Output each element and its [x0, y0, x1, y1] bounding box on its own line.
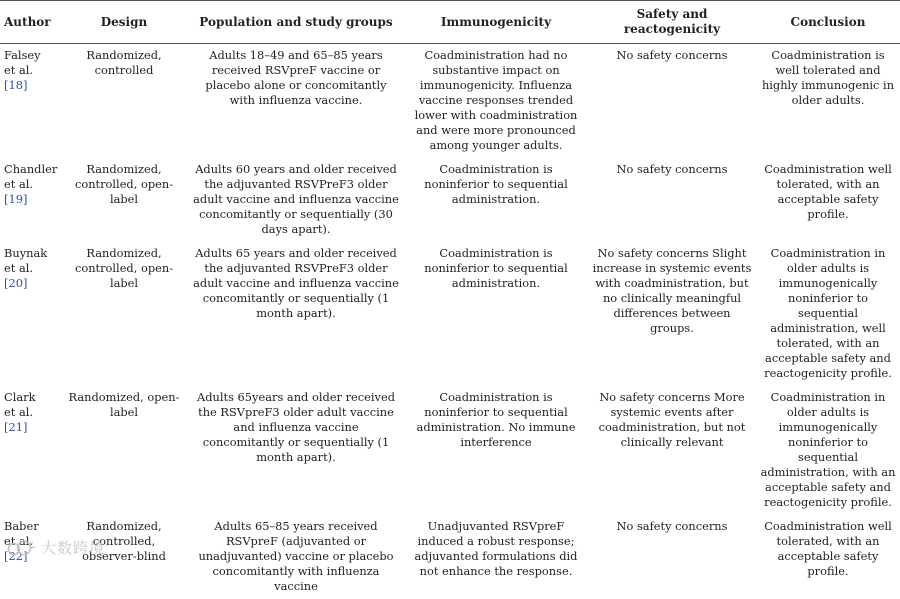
header-author: Author [0, 1, 60, 44]
immunogenicity-cell: Coadministration is noninferior to sequential administration. [424, 162, 568, 206]
reference-link[interactable]: [22] [4, 549, 28, 563]
author-cell [0, 386, 60, 515]
author-name: Buynak [4, 246, 48, 260]
immunogenicity-cell: Unadjuvanted RSVpreF induced a robust response; adjuvanted formulations did not enhance the response. [414, 519, 578, 578]
immunogenicity-cell: Coadministration had no substantive impact on immunogenicity. Influenza vaccine responses trended lower with coadministration and were more pronounced among younger adults. [414, 48, 578, 152]
conclusion-cell: Coadministration well tolerated, with an acceptable safety profile. [764, 519, 892, 578]
author-etal: et al. [4, 405, 33, 419]
safety-cell: No safety concerns More systemic events after coadministration, but not clinically relevant [598, 390, 746, 449]
population-cell: Adults 65–85 years received RSVpreF (adjuvanted or unadjuvanted) vaccine or placebo concomitantly with influenza vaccine [198, 519, 394, 593]
conclusion-cell: Coadministration in older adults is immunogenically noninferior to sequential administration, with an acceptable safety and reactogenicity profile. [760, 390, 896, 509]
immunogenicity-cell: Coadministration is noninferior to sequential administration. [424, 246, 568, 290]
table-row [0, 158, 900, 242]
safety-cell: No safety concerns [616, 48, 728, 62]
reference-link[interactable]: [18] [4, 78, 28, 92]
watermark [6, 537, 105, 558]
conclusion-cell: Coadministration in older adults is immunogenically noninferior to sequential administration, well tolerated, with an acceptable safety and reactogenicity profile. [764, 246, 892, 380]
header-conclusion: Conclusion [756, 1, 900, 44]
table-row [0, 242, 900, 386]
author-name: Chandler [4, 162, 58, 176]
immunogenicity-cell: Coadministration is noninferior to sequential administration. No immune interference [416, 390, 576, 449]
author-cell [0, 44, 60, 159]
author-cell [0, 242, 60, 386]
header-immunogenicity: Immunogenicity [404, 1, 588, 44]
population-cell: Adults 65years and older received the RSVpreF3 older adult vaccine and influenza vaccine concomitantly or sequentially (1 month apart). [197, 390, 395, 464]
cloud-logo-icon [6, 540, 36, 556]
safety-cell: No safety concerns [616, 162, 728, 176]
author-name: Baber [4, 519, 39, 533]
safety-cell: No safety concerns [616, 519, 728, 533]
conclusion-cell: Coadministration is well tolerated and highly immunogenic in older adults. [761, 48, 895, 107]
reference-link[interactable]: [21] [4, 420, 28, 434]
reference-link[interactable]: [20] [4, 276, 28, 290]
header-row [0, 1, 900, 44]
author-etal: et al. [4, 63, 33, 77]
safety-cell: No safety concerns Slight increase in systemic events with coadministration, but no clinically meaningful differences between groups. [592, 246, 752, 335]
table-row [0, 386, 900, 515]
author-etal: et al. [4, 177, 33, 191]
table-row [0, 44, 900, 159]
design-cell: Randomized, controlled [86, 48, 162, 77]
conclusion-cell: Coadministration well tolerated, with an acceptable safety profile. [764, 162, 892, 221]
reference-link[interactable]: [19] [4, 192, 28, 206]
watermark-text: 大数跨境 [41, 539, 106, 557]
design-cell: Randomized, controlled, open-label [74, 246, 174, 290]
author-name: Falsey [4, 48, 41, 62]
design-cell: Randomized, controlled, observer-blind [82, 519, 166, 563]
population-cell: Adults 60 years and older received the adjuvanted RSVPreF3 older adult vaccine and influenza vaccine concomitantly or sequentially (30 days apart). [193, 162, 399, 236]
header-design: Design [60, 1, 188, 44]
author-name: Clark [4, 390, 36, 404]
author-cell [0, 158, 60, 242]
header-population: Population and study groups [188, 1, 404, 44]
table-row [0, 515, 900, 599]
population-cell: Adults 18–49 and 65–85 years received RSVpreF vaccine or placebo alone or concomitantly with influenza vaccine. [205, 48, 387, 107]
header-safety: Safety and reactogenicity [588, 1, 756, 44]
design-cell: Randomized, controlled, open-label [74, 162, 174, 206]
population-cell: Adults 65 years and older received the adjuvanted RSVPreF3 older adult vaccine and influenza vaccine concomitantly or sequentially (1 month apart). [193, 246, 399, 320]
author-etal: et al. [4, 534, 33, 548]
author-etal: et al. [4, 261, 33, 275]
design-cell: Randomized, open-label [68, 390, 180, 419]
